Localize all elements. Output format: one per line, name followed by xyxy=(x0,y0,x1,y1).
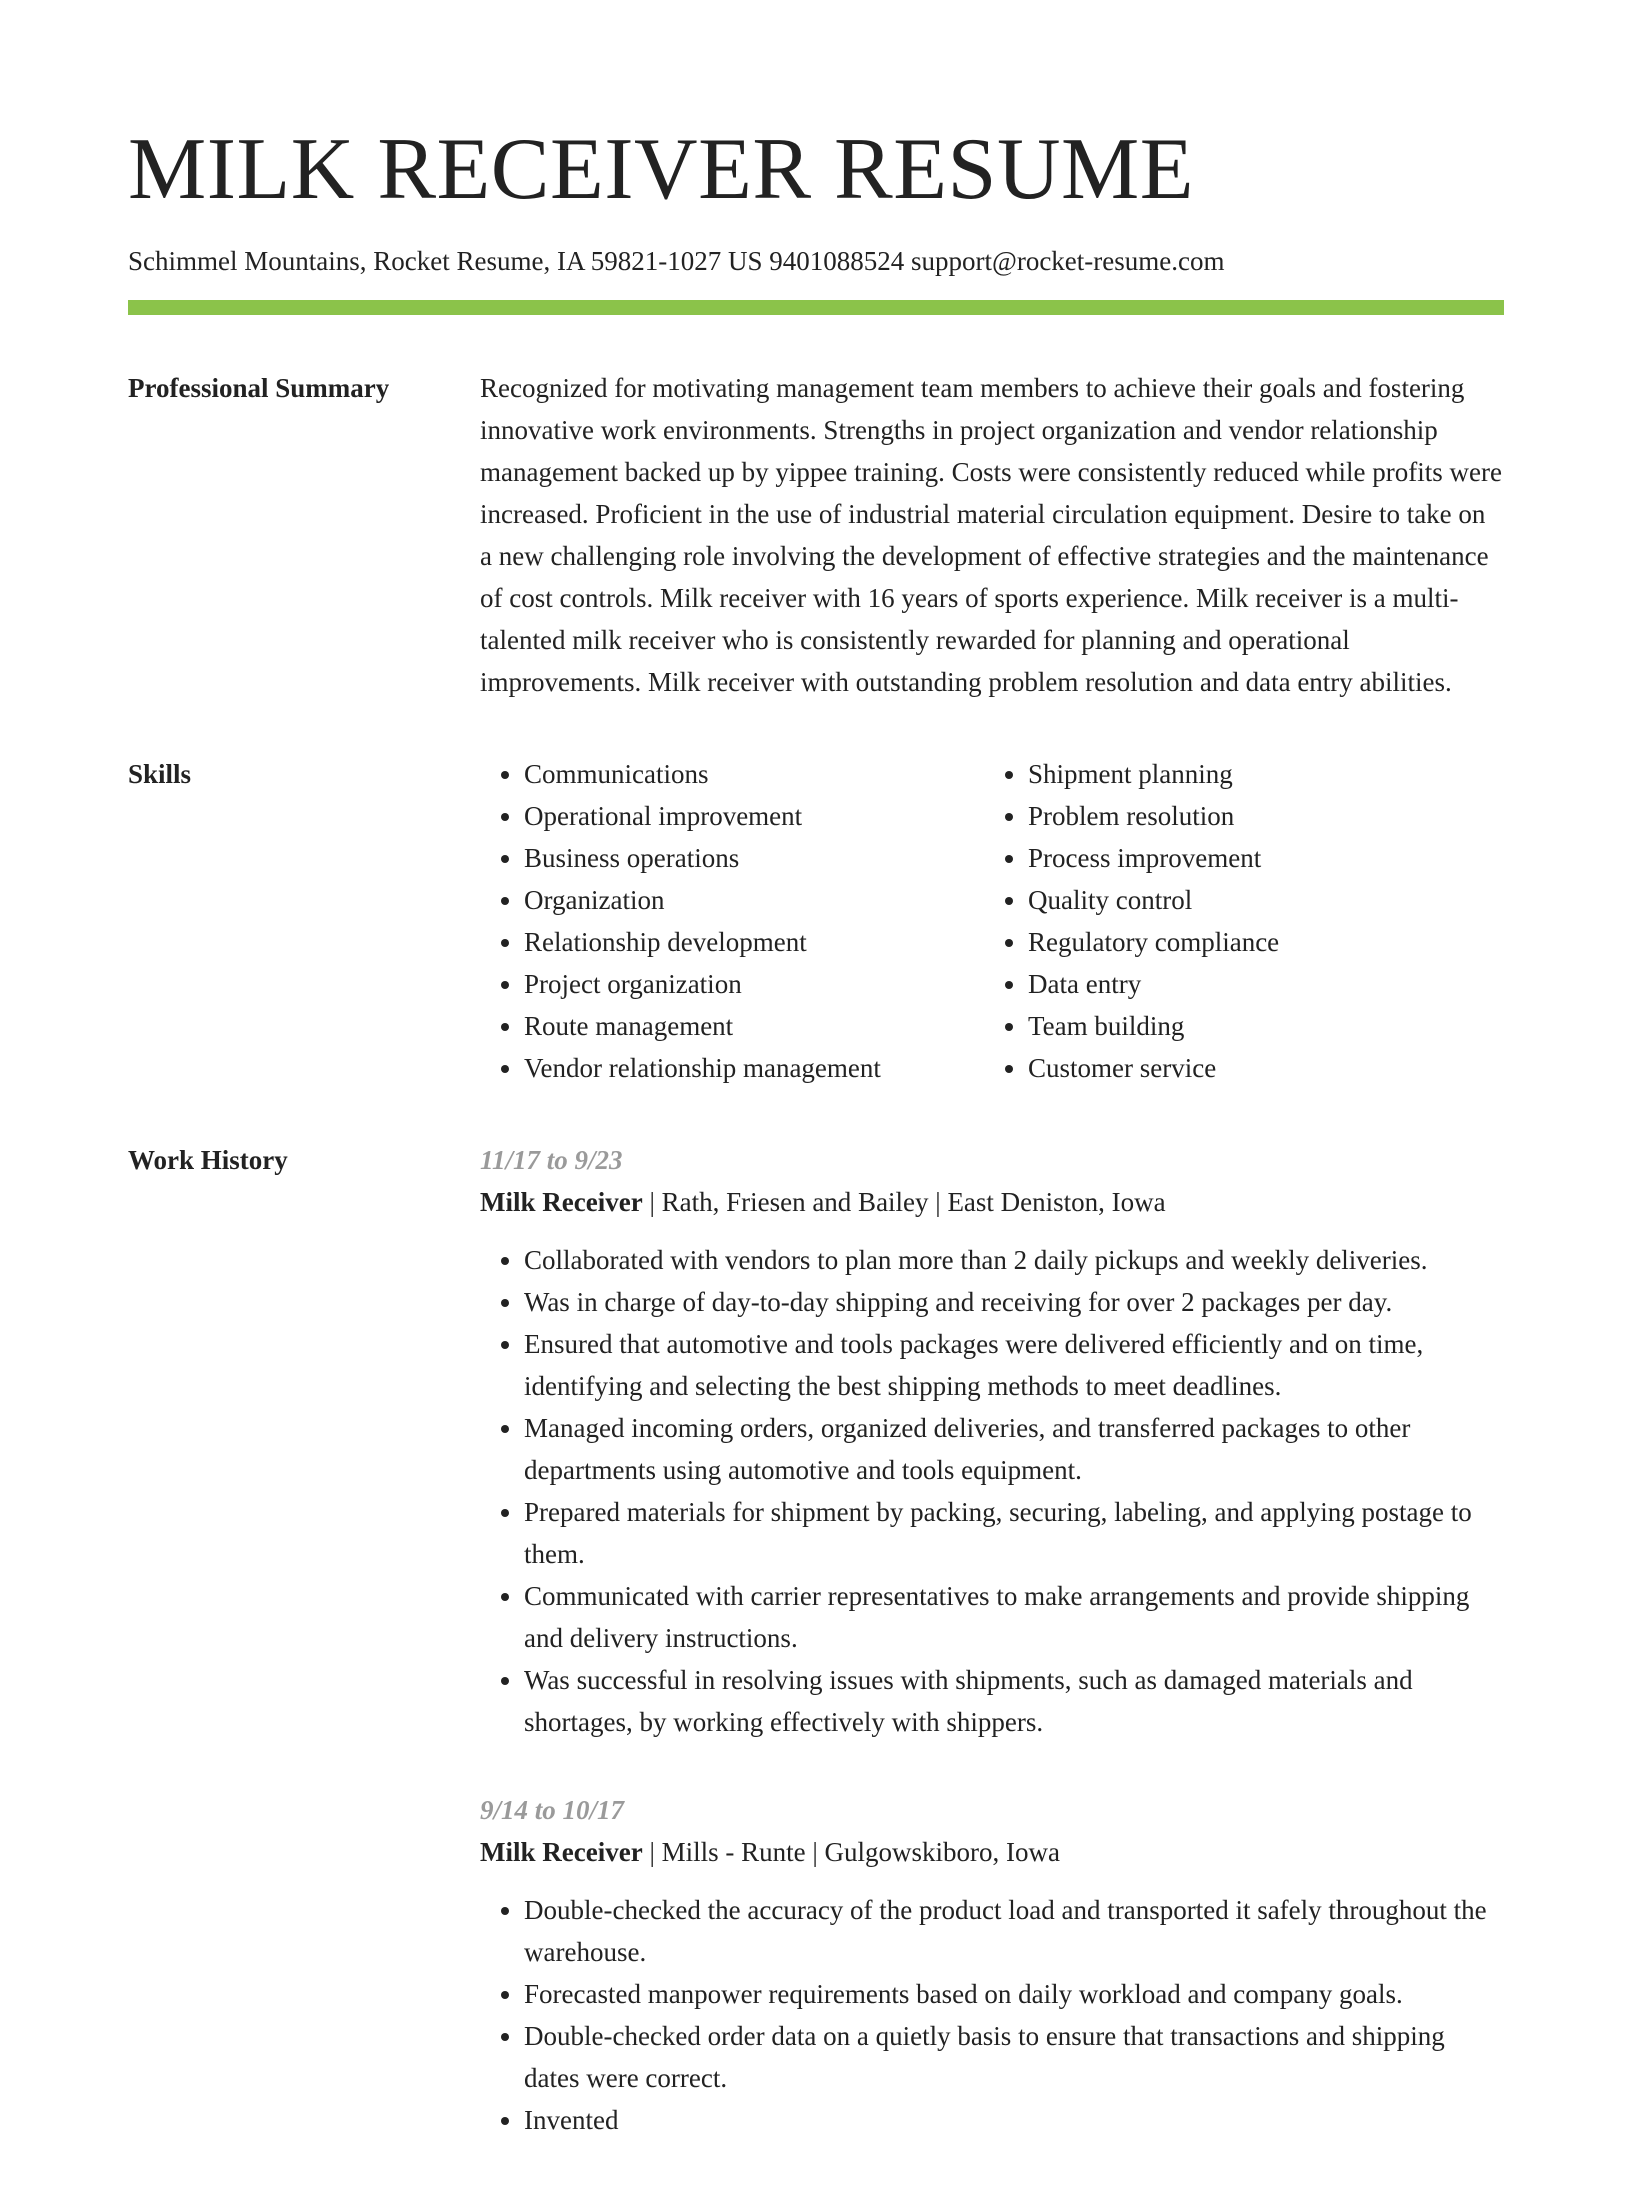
job-bullet: • Forecasted manpower requirements based on daily workload and company goals. xyxy=(524,1973,1504,2015)
skill-item: • Route management xyxy=(524,1005,984,1047)
skill-item: • Business operations xyxy=(524,837,984,879)
summary-heading: Professional Summary xyxy=(128,373,390,403)
job-bullet: • Was in charge of day-to-day shipping and receiving for over 2 packages per day. xyxy=(524,1281,1504,1323)
skill-item: • Regulatory compliance xyxy=(1028,921,1488,963)
job-bullets xyxy=(480,1239,1504,1743)
job-bullet: • Double-checked the accuracy of the product load and transported it safely throughout the warehouse. xyxy=(524,1889,1504,1973)
job-title: Milk Receiver xyxy=(480,1187,643,1217)
skill-item: • Project organization xyxy=(524,963,984,1005)
skills-list-left xyxy=(480,753,984,1089)
job-bullet: • Communicated with carrier representatives to make arrangements and provide shipping and delivery instructions. xyxy=(524,1575,1504,1659)
skill-item: • Organization xyxy=(524,879,984,921)
contact-address: Schimmel Mountains, Rocket Resume, IA 59821-1027 US xyxy=(128,246,763,276)
summary-text: Recognized for motivating management team members to achieve their goals and fostering innovative work environments. Strengths in project organization and vendor relationship management backed up by yippee training. Costs were consistently reduced while profits were increased. Proficient in the use of industrial material circulation equipment. Desire to take on a new challenging role involving the development of effective strategies and the maintenance of cost controls. Milk receiver with 16 years of sports experience. Milk receiver is a multi-talented milk receiver who is consistently rewarded for planning and operational improvements. Milk receiver with outstanding problem resolution and data entry abilities. xyxy=(480,373,1502,697)
header-divider xyxy=(128,300,1504,315)
job-employer-location: | Rath, Friesen and Bailey | East Deniston, Iowa xyxy=(642,1187,1166,1217)
job-header xyxy=(480,1181,1504,1223)
job-bullet: • Ensured that automotive and tools packages were delivered efficiently and on time, identifying and selecting the best shipping methods to meet deadlines. xyxy=(524,1323,1504,1407)
contact-line xyxy=(128,244,1504,278)
job-bullet: • Double-checked order data on a quietly basis to ensure that transactions and shipping dates were correct. xyxy=(524,2015,1504,2099)
job-bullet: • Prepared materials for shipment by packing, securing, labeling, and applying postage to them. xyxy=(524,1491,1504,1575)
skill-item: • Shipment planning xyxy=(1028,753,1488,795)
skill-item: • Problem resolution xyxy=(1028,795,1488,837)
job-bullet: • Managed incoming orders, organized deliveries, and transferred packages to other departments using automotive and tools equipment. xyxy=(524,1407,1504,1491)
contact-email[interactable]: support@rocket-resume.com xyxy=(910,246,1225,276)
job-title: Milk Receiver xyxy=(480,1837,643,1867)
skill-item: • Quality control xyxy=(1028,879,1488,921)
job-bullet: • Collaborated with vendors to plan more than 2 daily pickups and weekly deliveries. xyxy=(524,1239,1504,1281)
job-bullet: • Was successful in resolving issues with shipments, such as damaged materials and shortages, by working effectively with shippers. xyxy=(524,1659,1504,1743)
skill-item: • Communications xyxy=(524,753,984,795)
job-bullets xyxy=(480,1889,1504,2141)
job-entry xyxy=(480,1139,1504,1743)
skills-heading: Skills xyxy=(128,759,192,789)
job-entry xyxy=(480,1789,1504,2141)
resume-page xyxy=(128,0,1504,2187)
skills-section xyxy=(128,753,1504,1089)
skill-item: • Team building xyxy=(1028,1005,1488,1047)
skill-item: • Relationship development xyxy=(524,921,984,963)
skill-item: • Vendor relationship management xyxy=(524,1047,984,1089)
job-employer-location: | Mills - Runte | Gulgowskiboro, Iowa xyxy=(642,1837,1060,1867)
job-dates: 11/17 to 9/23 xyxy=(480,1145,623,1175)
job-bullet: • Invented xyxy=(524,2099,1504,2141)
skills-list-right xyxy=(984,753,1488,1089)
skill-item: • Process improvement xyxy=(1028,837,1488,879)
skill-item: • Data entry xyxy=(1028,963,1488,1005)
skill-item: • Customer service xyxy=(1028,1047,1488,1089)
resume-title: MILK RECEIVER RESUME xyxy=(128,121,1194,218)
work-history-heading: Work History xyxy=(128,1145,288,1175)
work-history-section xyxy=(128,1139,1504,2187)
summary-section xyxy=(128,367,1504,703)
job-dates: 9/14 to 10/17 xyxy=(480,1795,625,1825)
job-header xyxy=(480,1831,1504,1873)
skill-item: • Operational improvement xyxy=(524,795,984,837)
contact-phone: 9401088524 xyxy=(769,246,905,276)
